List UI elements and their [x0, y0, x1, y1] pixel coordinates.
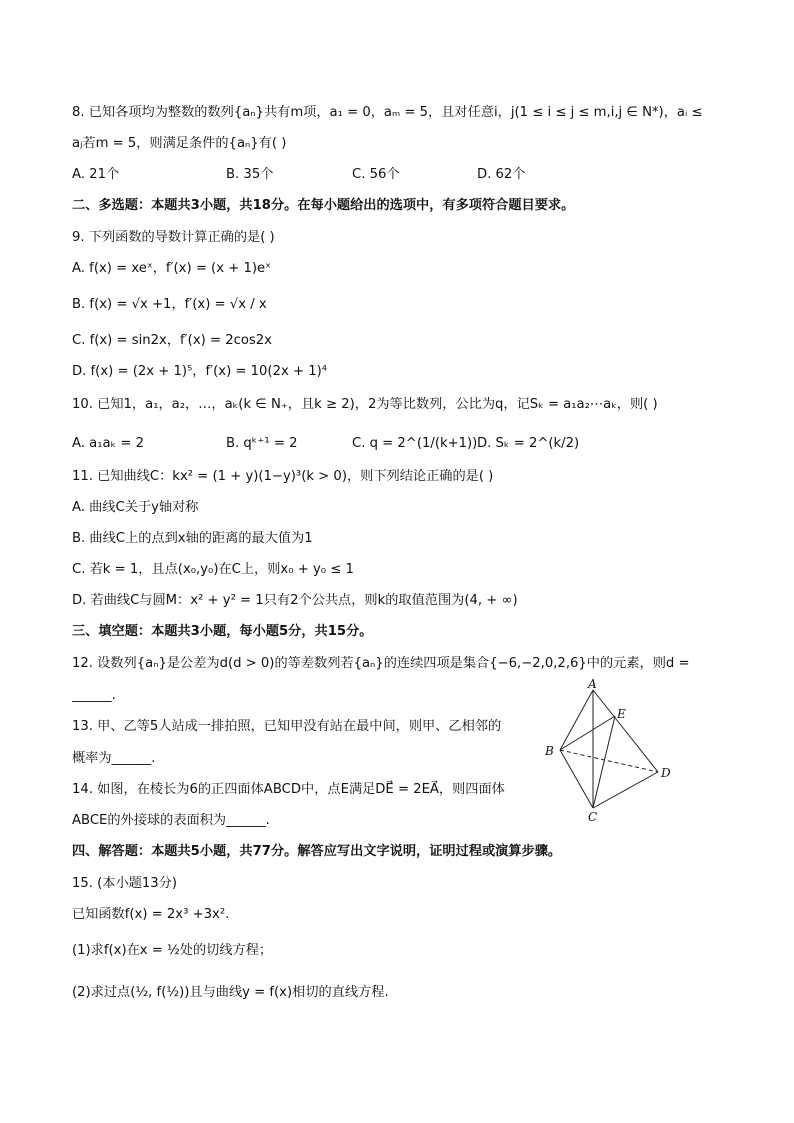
q13-line2: 概率为______.: [72, 751, 156, 766]
q8-option-d: D. 62个: [477, 167, 526, 182]
q15-stem: 已知函数f(x) = 2x³ +3x².: [72, 907, 230, 922]
section3-heading: 三、填空题：本题共3小题，每小题5分，共15分。: [72, 624, 373, 639]
q10-stem: 10. 已知1，a₁，a₂，…，aₖ(k ∈ N₊，且k ≥ 2)，2为等比数列，公比为q，记Sₖ = a₁a₂⋯aₖ，则( ): [72, 397, 658, 412]
q15-title: 15. (本小题13分): [72, 876, 177, 891]
label-e: E: [617, 707, 626, 721]
edge-ce: [593, 716, 615, 808]
edge-ab: [560, 690, 593, 750]
label-b: B: [545, 744, 554, 758]
edge-cd: [593, 772, 658, 808]
q8-line1: 8. 已知各项均为整数的数列{aₙ}共有m项，a₁ = 0，aₘ = 5，且对任意i，j(1 ≤ i ≤ j ≤ m,i,j ∈ N*)，aᵢ ≤: [72, 105, 703, 120]
q11-option-d: D. 若曲线C与圆M：x² + y² = 1只有2个公共点，则k的取值范围为(4, + ∞): [72, 593, 518, 608]
q15-part2: (2)求过点(½, f(½))且与曲线y = f(x)相切的直线方程.: [72, 985, 389, 1000]
label-d: D: [661, 766, 671, 780]
q12-line1: 12. 设数列{aₙ}是公差为d(d > 0)的等差数列若{aₙ}的连续四项是集合{−6,−2,0,2,6}中的元素，则d =: [72, 656, 690, 671]
q11-option-a: A. 曲线C关于y轴对称: [72, 500, 199, 515]
q9-option-c: C. f(x) = sin2x，f′(x) = 2cos2x: [72, 333, 272, 348]
q9-option-a: A. f(x) = xeˣ，f′(x) = (x + 1)eˣ: [72, 261, 271, 276]
edge-be: [560, 716, 615, 750]
q8-option-c: C. 56个: [352, 167, 400, 182]
q11-option-c: C. 若k = 1，且点(x₀,y₀)在C上，则x₀ + y₀ ≤ 1: [72, 562, 354, 577]
q9-option-b: B. f(x) = √x +1，f′(x) = √x / x: [72, 297, 267, 312]
label-a: A: [588, 678, 597, 691]
section4-heading: 四、解答题：本题共5小题，共77分。解答应写出文字说明，证明过程或演算步骤。: [72, 844, 562, 859]
q10-option-b: B. qᵏ⁺¹ = 2: [226, 436, 298, 451]
q9-option-d: D. f(x) = (2x + 1)⁵，f′(x) = 10(2x + 1)⁴: [72, 364, 328, 379]
q9-stem: 9. 下列函数的导数计算正确的是( ): [72, 230, 275, 245]
q10-option-a: A. a₁aₖ = 2: [72, 436, 145, 451]
q11-option-b: B. 曲线C上的点到x轴的距离的最大值为1: [72, 531, 313, 546]
q8-option-a: A. 21个: [72, 167, 120, 182]
q14-line1: 14. 如图，在棱长为6的正四面体ABCD中，点E满足DE⃗ = 2EA⃗，则四面体: [72, 782, 505, 797]
q13-line1: 13. 甲、乙等5人站成一排拍照，已知甲没有站在最中间，则甲、乙相邻的: [72, 719, 502, 734]
q11-stem: 11. 已知曲线C：kx² = (1 + y)(1−y)³(k > 0)，则下列结论正确的是( ): [72, 469, 494, 484]
q8-line2: aⱼ若m = 5，则满足条件的{aₙ}有( ): [72, 136, 287, 151]
edge-bc: [560, 750, 593, 808]
tetrahedron-figure: [540, 678, 680, 823]
q12-line2: ______.: [72, 688, 116, 703]
q10-option-c: C. q = 2^(1/(k+1)): [352, 436, 478, 451]
q15-part1: (1)求f(x)在x = ½处的切线方程；: [72, 943, 273, 958]
q8-option-b: B. 35个: [226, 167, 274, 182]
label-c: C: [588, 810, 598, 823]
section2-heading: 二、多选题：本题共3小题，共18分。在每小题给出的选项中，有多项符合题目要求。: [72, 198, 575, 213]
q10-option-d: D. Sₖ = 2^(k/2): [477, 436, 580, 451]
q14-line2: ABCE的外接球的表面积为______.: [72, 813, 270, 828]
